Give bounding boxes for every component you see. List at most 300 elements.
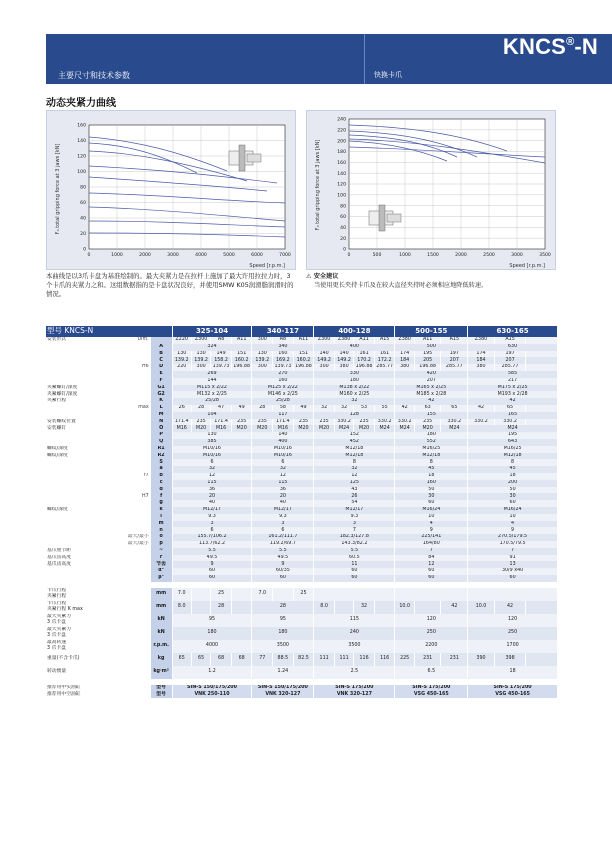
- table-row: [46, 364, 558, 371]
- row-label: [46, 405, 119, 412]
- table-cell: 13: [468, 561, 558, 568]
- right-chart-xtick: 3500: [539, 253, 551, 258]
- table-cell: 205: [414, 357, 441, 364]
- table-cell: [414, 601, 441, 614]
- table-cell: 63: [414, 405, 441, 412]
- row-unit: [119, 466, 151, 473]
- table-cell: 9.3: [314, 514, 395, 521]
- left-chart-ytick: 80: [80, 185, 86, 191]
- table-cell: 196.88: [355, 364, 373, 370]
- perf-label-line: 3 爪卡盘: [47, 633, 66, 639]
- perf-label-line: 夹紧行程: [47, 594, 67, 600]
- row-symbol: n: [150, 527, 172, 534]
- table-cell: Z380: [468, 337, 495, 344]
- row-unit: [119, 527, 151, 534]
- table-cell: 330.2: [468, 419, 495, 426]
- row-label: [46, 568, 119, 575]
- row-label: 基爪齿高度: [46, 561, 119, 568]
- table-row: [46, 412, 558, 419]
- chart-note: 本曲线是以3爪卡盘为基准绘制的。最大夹紧力是在拉杆上施加了最大许用拉拉力时，3个卡爪的夹紧力之和。这组数据指的是卡盘状况良好，并使用SMW K05润滑脂润滑时的情况。: [46, 272, 294, 298]
- table-cell: A11: [293, 337, 314, 344]
- table-cell: 120: [395, 614, 468, 627]
- table-type-label: 型号 KNCS-N: [46, 326, 172, 337]
- left-chart-ytick: 40: [80, 216, 86, 222]
- table-cell: 60.5: [314, 555, 395, 562]
- left-chart-xtick: 6000: [251, 253, 263, 258]
- table-cell: 630: [468, 344, 558, 351]
- table-cell: 125: [314, 480, 395, 487]
- row-label: [46, 514, 119, 521]
- table-cell: 26: [314, 493, 395, 500]
- row-unit: [119, 480, 151, 487]
- table-row: [46, 548, 558, 555]
- table-cell: 128: [314, 412, 395, 419]
- table-cell: 196.88: [295, 364, 312, 370]
- row-symbol: f: [150, 493, 172, 500]
- table-cell: 111: [314, 653, 335, 666]
- row-label: [46, 466, 119, 473]
- table-row: [46, 514, 558, 521]
- row-label: [46, 357, 119, 364]
- table-cell: 42: [441, 601, 468, 614]
- perf-unit: mm: [150, 588, 172, 601]
- row-unit: [119, 425, 151, 432]
- table-cell: 184: [468, 357, 495, 364]
- table-cell: 140: [252, 432, 314, 439]
- left-chart-xtick: 7000: [279, 253, 291, 258]
- table-cell: 49.5: [252, 555, 314, 562]
- table-cell: 49: [231, 405, 252, 412]
- row-label: [46, 541, 119, 548]
- cylinder-label: 推荐用中空油缸: [46, 691, 150, 698]
- table-perf-row: [46, 640, 558, 653]
- row-label: 螺纹/深度: [46, 507, 119, 514]
- row-unit: [119, 432, 151, 439]
- table-cell: 60: [314, 568, 395, 575]
- table-cell: 330.2: [441, 419, 468, 426]
- table-row: [46, 357, 558, 364]
- left-chart-xtick: 5000: [223, 253, 235, 258]
- table-row: [46, 561, 558, 568]
- table-cell: 285.77: [376, 364, 394, 370]
- table-cell: 139.73: [212, 364, 230, 370]
- table-cell: 12: [395, 561, 468, 568]
- table-cell: 10.0: [468, 601, 495, 614]
- table-cell: VNK 320-127: [252, 691, 314, 698]
- right-chart-xtick: 1500: [427, 253, 439, 258]
- table-row: [46, 385, 558, 392]
- table-cell: 32: [334, 405, 353, 412]
- row-label: 安装螺纹位置: [46, 419, 119, 426]
- table-cell: 235: [314, 419, 335, 426]
- table-cell: 235: [293, 419, 314, 426]
- table-cell: 130: [172, 432, 252, 439]
- table-cell: M165 x 2/25: [395, 385, 468, 392]
- table-cell: 68: [211, 653, 232, 666]
- table-cell: Z300: [191, 337, 210, 344]
- table-cell: 380: [468, 364, 495, 371]
- row-unit: [119, 561, 151, 568]
- table-cell: 30: [395, 493, 468, 500]
- table-row: [46, 378, 558, 385]
- table-row: [46, 555, 558, 562]
- table-cell: M24: [441, 425, 468, 432]
- table-cell: M12/18: [314, 453, 395, 460]
- row-symbol: ~: [150, 548, 172, 555]
- table-cell: [231, 588, 252, 601]
- table-cell: M10/16: [172, 446, 252, 453]
- table-cell: 32: [354, 601, 375, 614]
- row-unit: [119, 351, 151, 358]
- table-row: [46, 391, 558, 398]
- table-cell: 18: [468, 473, 558, 480]
- table-cell: 3: [252, 521, 314, 528]
- table-row: [46, 527, 558, 534]
- table-cell: M16/25: [395, 446, 468, 453]
- row-label: 夹紧行程: [46, 398, 119, 405]
- table-cell: 1700: [468, 640, 558, 653]
- right-chart-ytick: 80: [340, 204, 346, 210]
- table-cell: 196.88: [414, 364, 441, 371]
- left-chuck-diagram-jaw: [239, 145, 245, 171]
- perf-unit: kN: [150, 627, 172, 640]
- table-cell: M20: [414, 425, 441, 432]
- table-cell: 91: [468, 555, 558, 562]
- table-cell: 40: [172, 500, 252, 507]
- table-row: [46, 493, 558, 500]
- table-cell: VSG 450-165: [395, 691, 468, 698]
- table-cell: 270.5/179.5: [468, 534, 558, 541]
- table-cell: VNK 320-127: [314, 691, 395, 698]
- table-size-header: 630-165: [468, 326, 558, 337]
- table-cell: 2.5: [314, 666, 395, 679]
- table-cell: 170.5/79.5: [468, 541, 558, 548]
- table-cell: 184: [395, 357, 414, 364]
- table-cell: 324: [172, 344, 252, 351]
- table-cell: A11: [231, 337, 252, 344]
- table-cell: 207: [441, 357, 468, 364]
- right-chart-xtick: 2000: [455, 253, 467, 258]
- table-cell: M12/18: [468, 453, 558, 460]
- row-symbol: G2: [150, 391, 172, 398]
- row-symbol: S: [150, 459, 172, 466]
- table-row: [46, 371, 558, 378]
- table-row: [46, 398, 558, 405]
- row-unit: [119, 357, 151, 364]
- table-cell: 161.2/111.7: [252, 534, 314, 541]
- table-cell: Z300: [314, 337, 335, 344]
- row-symbol: β°: [150, 575, 172, 582]
- table-perf-row: [46, 614, 558, 627]
- table-cell: M16/25: [468, 446, 558, 453]
- cylinder-unit: 型号: [150, 685, 172, 692]
- row-unit: [119, 555, 151, 562]
- table-cell: 231: [414, 653, 441, 666]
- table-cell: 139.73: [274, 364, 292, 370]
- row-symbol: B: [150, 351, 172, 358]
- table-cell: 28: [211, 601, 232, 614]
- row-symbol: α°: [150, 568, 172, 575]
- row-symbol: P: [150, 432, 172, 439]
- perf-unit: kg: [150, 653, 172, 666]
- table-cell: 60: [395, 575, 468, 582]
- table-cell: Z380: [395, 337, 414, 344]
- table-cell: 500: [395, 344, 468, 351]
- right-chart-xtick: 2500: [483, 253, 495, 258]
- right-chart-ytick: 180: [337, 150, 346, 156]
- table-cell: 45: [395, 466, 468, 473]
- table-cell: 180: [172, 627, 252, 640]
- row-unit: [119, 391, 151, 398]
- table-cell: M24: [334, 425, 353, 432]
- table-cell: 26: [172, 405, 191, 412]
- table-cell: 115: [252, 480, 314, 487]
- safety-note-body: 当使用更长夹持卡爪及在较大直径夹持时必须相应地降低转速。: [314, 282, 488, 289]
- row-symbol: L: [150, 405, 172, 412]
- table-cell: A11: [354, 337, 375, 344]
- spec-table: [46, 326, 558, 698]
- row-symbol: r: [150, 555, 172, 562]
- table-cell: 300: [314, 364, 335, 371]
- left-chart-ytick: 140: [77, 139, 86, 145]
- table-cell: 285.77: [494, 364, 526, 371]
- table-cell: 155: [395, 412, 468, 419]
- table-cell: 144: [172, 378, 252, 385]
- table-cell: 3: [314, 521, 395, 528]
- table-cell: 452: [314, 439, 395, 446]
- table-cell: 6: [172, 459, 252, 466]
- table-cell: 9: [468, 527, 558, 534]
- row-unit: Dim.: [119, 337, 151, 344]
- perf-label-line: 重量(不含卡爪): [47, 656, 80, 662]
- table-row: [46, 337, 558, 344]
- row-label: [46, 473, 119, 480]
- left-force-chart: [46, 110, 296, 270]
- row-label: 基爪齿高度: [46, 555, 119, 562]
- right-chart-ytick: 200: [337, 139, 346, 145]
- table-cell: M193 x 2/28: [468, 391, 558, 398]
- table-cell: 231: [441, 653, 468, 666]
- table-row: [46, 459, 558, 466]
- table-cell: 5.5: [252, 548, 314, 555]
- table-cell: 25/28: [252, 398, 314, 405]
- left-chart-ytick: 0: [83, 247, 86, 253]
- row-unit: [119, 446, 151, 453]
- row-unit: [119, 487, 151, 494]
- table-cell: M16: [172, 425, 191, 432]
- table-cell: M115 x 2/22: [172, 385, 252, 392]
- table-perf-row: [46, 588, 558, 601]
- row-unit: [119, 378, 151, 385]
- table-cell: M132 x 2/25: [172, 391, 252, 398]
- table-size-header: 340-117: [252, 326, 314, 337]
- table-row: [46, 480, 558, 487]
- table-cell: 552: [395, 439, 468, 446]
- safety-note: [306, 272, 556, 290]
- row-unit: [119, 453, 151, 460]
- table-size-header: 325-104: [172, 326, 252, 337]
- table-cell: 165: [468, 412, 558, 419]
- row-unit: [119, 521, 151, 528]
- row-label: 夹紧螺钉/深度: [46, 391, 119, 398]
- row-unit: [119, 514, 151, 521]
- right-chart-ytick: 160: [337, 160, 346, 166]
- table-cell: 420: [395, 371, 468, 378]
- table-cell: [191, 588, 210, 601]
- row-label: [46, 344, 119, 351]
- row-label: [46, 412, 119, 419]
- table-cell: 300: [252, 337, 273, 344]
- table-cell: SIN-S 175/200: [395, 685, 468, 692]
- table-cell: 197: [441, 351, 468, 358]
- table-cell: M16/24: [395, 507, 468, 514]
- table-cell: 139.2: [172, 357, 191, 364]
- right-chart-xlabel: Speed [r.p.m.]: [509, 263, 545, 269]
- row-symbol: C: [150, 357, 172, 364]
- perf-label: [46, 614, 150, 627]
- table-cell: A15: [374, 337, 395, 344]
- table-cell: 160: [273, 351, 294, 358]
- row-label: 螺纹/深度: [46, 453, 119, 460]
- table-cell: 8: [314, 459, 395, 466]
- table-cell: 82.5: [293, 653, 314, 666]
- row-label: [46, 364, 119, 371]
- row-symbol: b: [150, 473, 172, 480]
- perf-unit: r.p.m.: [150, 640, 172, 653]
- perf-label-line: 最大夹紧力: [47, 613, 71, 619]
- row-unit: [119, 371, 151, 378]
- row-symbol: o: [150, 534, 172, 541]
- table-cell: M20: [293, 425, 314, 432]
- table-cell: M20: [231, 425, 252, 432]
- right-chart-ytick: 220: [337, 128, 346, 134]
- perf-unit: kN: [150, 614, 172, 627]
- perf-label-line: 卡爪行程: [47, 587, 67, 593]
- table-cell: 60: [468, 575, 558, 582]
- table-row: [46, 466, 558, 473]
- table-cell: 3: [172, 521, 252, 528]
- table-cell: [334, 601, 353, 614]
- table-cell: 10: [395, 514, 468, 521]
- table-cell: 207: [494, 357, 526, 364]
- row-symbol: 节齿: [150, 561, 172, 568]
- header-right-title: 快换卡爪: [374, 71, 402, 79]
- table-cell: 25: [293, 588, 314, 601]
- table-cell: M12/17: [314, 507, 395, 514]
- table-cell: M146 x 2/25: [252, 391, 314, 398]
- table-cell: Z220: [172, 337, 191, 344]
- table-cell: 9: [395, 527, 468, 534]
- right-chart-xtick: 500: [372, 253, 382, 258]
- table-cell: 330.2: [374, 419, 395, 426]
- row-unit: [119, 507, 151, 514]
- row-symbol: p: [150, 541, 172, 548]
- left-chart-ytick: 100: [77, 170, 86, 176]
- table-cell: 60/35: [252, 568, 314, 575]
- table-cell: [191, 601, 210, 614]
- table-cell: 149: [211, 351, 232, 358]
- table-cell: 300: [252, 364, 273, 371]
- row-unit: 最大/最小: [119, 541, 151, 548]
- table-cell: 116: [374, 653, 395, 666]
- row-label: [46, 480, 119, 487]
- table-cell: 3500: [252, 640, 314, 653]
- left-chuck-diagram-spindle: [247, 154, 261, 162]
- row-label: [46, 487, 119, 494]
- row-label: 夹紧螺钉/深度: [46, 385, 119, 392]
- table-cylinder-row: [46, 691, 558, 698]
- table-cell: 4000: [172, 640, 252, 653]
- table-row: [46, 487, 558, 494]
- table-cell: 60: [172, 568, 252, 575]
- table-cell: 32: [314, 398, 395, 405]
- header-bar: [46, 34, 612, 84]
- right-chart-ytick: 20: [340, 236, 346, 242]
- table-row: [46, 568, 558, 575]
- table-cell: [526, 601, 558, 614]
- table-row: [46, 405, 558, 412]
- table-cell: 398: [494, 653, 526, 666]
- table-cell: 65: [494, 405, 526, 412]
- table-cell: M20: [191, 425, 210, 432]
- table-cell: 130: [191, 351, 210, 358]
- table-cell: 164/80: [395, 541, 468, 548]
- row-symbol: m: [150, 521, 172, 528]
- table-cell: 8: [395, 459, 468, 466]
- table-cell: 235: [354, 419, 375, 426]
- row-label: [46, 500, 119, 507]
- table-cell: M185 x 2/28: [395, 391, 468, 398]
- table-cell: 155.7/106.2: [172, 534, 252, 541]
- table-cell: 158.2: [211, 357, 232, 364]
- table-cell: 180: [252, 627, 314, 640]
- table-cell: 151: [293, 351, 314, 358]
- table-cell: 8.0: [314, 601, 335, 614]
- table-cell: 235: [252, 419, 273, 426]
- table-row: [46, 521, 558, 528]
- table-cell: M20: [354, 425, 375, 432]
- table-cell: 330.2: [494, 419, 526, 426]
- table-cell: 25/28: [172, 398, 252, 405]
- left-chart-xtick: 1000: [111, 253, 123, 258]
- row-unit: [119, 398, 151, 405]
- table-cell: 380: [395, 364, 414, 371]
- table-cell: 32: [172, 466, 252, 473]
- row-symbol: D: [150, 364, 172, 371]
- row-symbol: N: [150, 419, 172, 426]
- table-cell: 160: [395, 480, 468, 487]
- row-symbol: a: [150, 466, 172, 473]
- perf-unit: kg·m²: [150, 666, 172, 679]
- table-cell: 330: [314, 371, 395, 378]
- table-cell: 1.2: [172, 666, 252, 679]
- right-chart-ytick: 240: [337, 117, 346, 123]
- table-row: [46, 344, 558, 351]
- row-unit: H6: [119, 364, 151, 371]
- table-cell: 6.5: [395, 666, 468, 679]
- table-row: [46, 507, 558, 514]
- table-cell: M16: [273, 425, 294, 432]
- row-label: [46, 459, 119, 466]
- brand-title: KNCS®-N: [502, 34, 598, 59]
- table-cell: 4: [395, 521, 468, 528]
- table-perf-row: [46, 601, 558, 614]
- table-size-header: 400-128: [314, 326, 395, 337]
- table-cell: 115: [314, 614, 395, 627]
- right-chart-svg: [307, 111, 557, 271]
- table-cell: 130: [172, 351, 191, 358]
- table-cell: 53: [354, 405, 375, 412]
